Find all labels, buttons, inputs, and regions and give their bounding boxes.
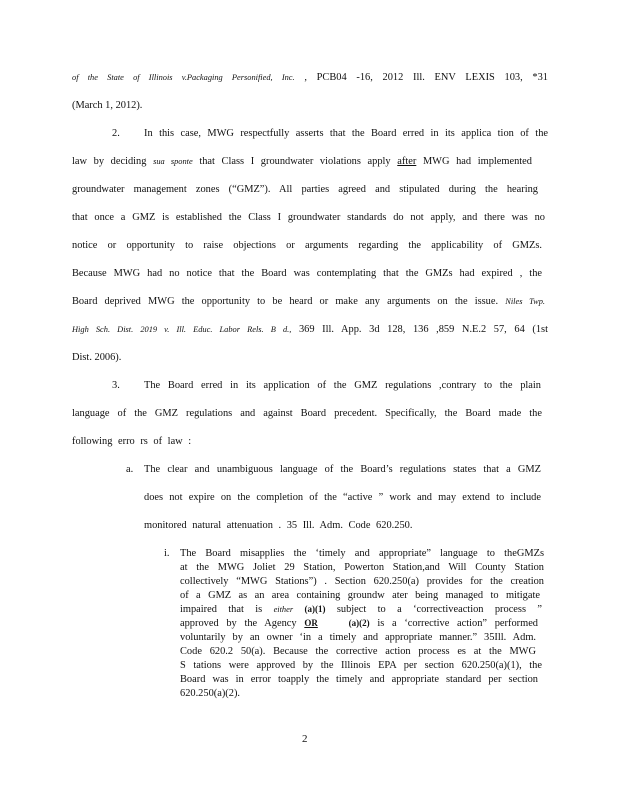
item-i-line-2: at the MWG Joliet 29 Station, Powerton Station,and Will County Station: [180, 562, 544, 573]
item-i-label: i.: [164, 548, 170, 559]
item-a-line-2: does not expire on the completion of the “active ” work and may extend to include: [144, 492, 541, 503]
para2-line-6: Because MWG had no notice that the Board was contemplating that the GMZs had expired , the: [72, 268, 542, 279]
para2-number: 2.: [112, 128, 120, 139]
item-i-line-3: collectively “MWG Stations”) . Section 620.250(a) provides for the creation: [180, 576, 544, 587]
page-number: 2: [302, 733, 308, 745]
para2-line-7: Board deprived MWG the opportunity to be heard or make any arguments on the issue. Niles Twp.: [72, 296, 545, 307]
para3-line-2: language of the GMZ regulations and against Board precedent. Specifically, the Board made the: [72, 408, 542, 419]
item-i-line-11: 620.250(a)(2).: [180, 688, 241, 699]
para2-line-9: Dist. 2006).: [72, 352, 122, 363]
para3-number: 3.: [112, 380, 120, 391]
item-a-line-3: monitored natural attenuation . 35 Ill. Adm. Code 620.250.: [144, 520, 413, 531]
item-i-line-6: approved by the Agency OR (a)(2) is a ‘corrective action” performed: [180, 618, 539, 629]
para1-line-1: of the State of Illinois v.Packaging Personified, Inc. , PCB04 -16, 2012 Ill. ENV LEXIS 103, *31: [72, 72, 548, 83]
case-citation: High Sch. Dist. 2019 v. Ill. Educ. Labor Rels. B d.,: [72, 325, 292, 334]
para2-line-2: law by deciding sua sponte that Class I groundwater violations apply after MWG had implemented: [72, 156, 532, 167]
para3-line-1: The Board erred in its application of the GMZ regulations ,contrary to the plain: [144, 380, 541, 391]
para2-line-3: groundwater management zones (“GMZ”). All parties agreed and stipulated during the hearing: [72, 184, 538, 195]
item-a-line-1: The clear and unambiguous language of the Board’s regulations states that a GMZ: [144, 464, 541, 475]
para2-line-1: In this case, MWG respectfully asserts that the Board erred in its applica tion of the: [144, 128, 548, 139]
case-citation: Niles Twp.: [505, 297, 545, 306]
sua-sponte: sua sponte: [153, 157, 193, 166]
item-i-line-10: Board was in error toapply the timely and appropriate standard per section: [180, 674, 538, 685]
case-citation: of the State of Illinois v.Packaging Personified, Inc.: [72, 73, 295, 82]
item-a-label: a.: [126, 464, 134, 475]
para2-line-5: notice or opportunity to raise objections or arguments regarding the applicability of GMZs.: [72, 240, 542, 251]
item-i-line-1: The Board misapplies the ‘timely and appropriate” language to theGMZs: [180, 548, 544, 559]
para1-line-2: (March 1, 2012).: [72, 100, 143, 111]
para3-line-3: following erro rs of law :: [72, 436, 192, 447]
item-i-line-7: voluntarily by an owner ‘in a timely and appropriate manner.” 35Ill. Adm.: [180, 632, 536, 643]
item-i-line-8: Code 620.2 50(a). Because the corrective action process es at the MWG: [180, 646, 536, 657]
item-i-line-9: S tations were approved by the Illinois EPA per section 620.250(a)(1), the: [180, 660, 542, 671]
para2-line-8: High Sch. Dist. 2019 v. Ill. Educ. Labor Rels. B d., 369 Ill. App. 3d 128, 136 ,859 N.E.2 57, 64 (1st: [72, 324, 548, 335]
para2-line-4: that once a GMZ is established the Class I groundwater standards do not apply, and there was no: [72, 212, 545, 223]
item-i-line-4: of a GMZ as an area containing groundw ater being managed to mitigate: [180, 590, 540, 601]
or-emphasis: OR: [304, 618, 318, 628]
after-emphasis: after: [397, 156, 417, 167]
item-i-line-5: impaired that is either (a)(1) subject to a ‘correctiveaction process ”: [180, 604, 542, 615]
either-emphasis: either: [273, 605, 294, 614]
